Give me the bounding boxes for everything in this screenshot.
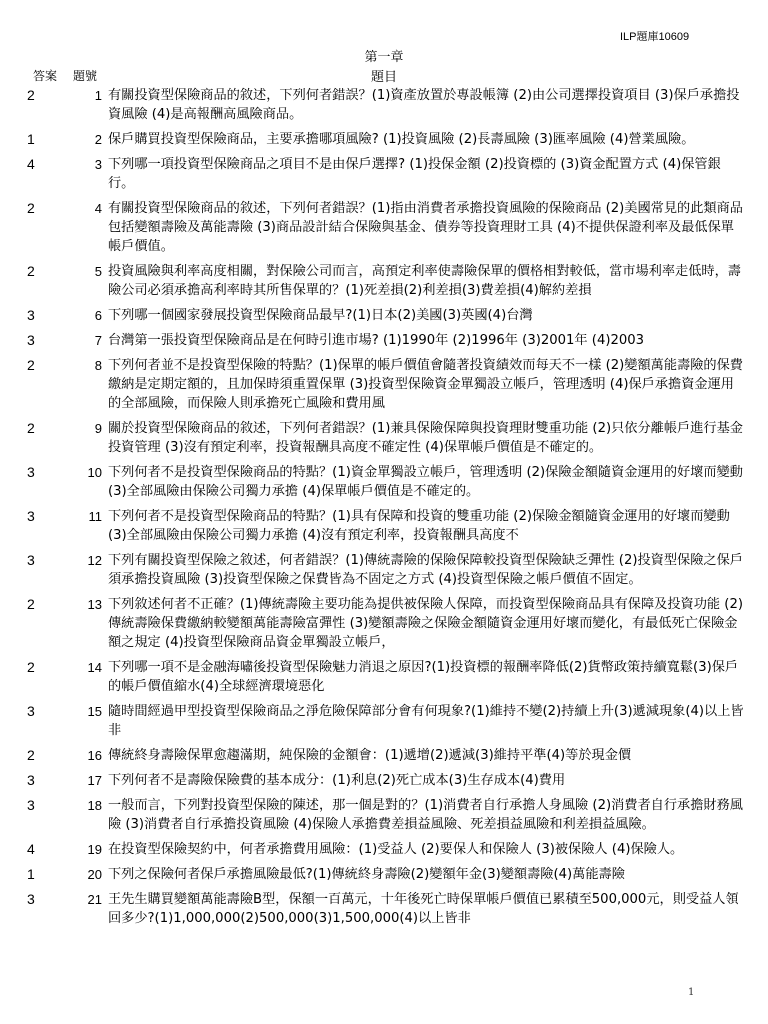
question-number: 17 bbox=[87, 773, 102, 788]
question-text: 投資風險與利率高度相關，對保險公司而言，高預定利率使壽險保單的價格相對較低，當市場利率走低時，壽險公司必須承擔高利率時其所售保單的？(1)死差損(2)利差損(3)費差損(4)解約差損 bbox=[108, 264, 741, 298]
answer-cell: 2 bbox=[27, 659, 35, 675]
question-number: 10 bbox=[87, 465, 102, 480]
question-number: 16 bbox=[87, 748, 102, 763]
answer-cell: 3 bbox=[27, 307, 35, 323]
question-number: 5 bbox=[94, 264, 102, 279]
question-number: 18 bbox=[87, 798, 102, 813]
question-number: 2 bbox=[94, 132, 102, 147]
answer-cell: 3 bbox=[27, 891, 35, 907]
question-row bbox=[0, 796, 768, 834]
answer-cell: 4 bbox=[27, 156, 35, 172]
question-number: 3 bbox=[94, 157, 102, 172]
question-text: 下列哪一項不是金融海嘯後投資型保險魅力消退之原因?(1)投資標的報酬率降低(2)貨幣政策持續寬鬆(3)保戶的帳戶價值縮水(4)全球經濟環境惡化 bbox=[108, 660, 739, 694]
question-text: 下列何者不是投資型保險商品的特點？(1)資金單獨設立帳戶，管理透明 (2)保險金額隨資金運用的好壞而變動 (3)全部風險由保險公司獨力承擔 (4)保單帳戶價值是不確定的。 bbox=[108, 465, 743, 499]
question-number: 12 bbox=[87, 553, 102, 568]
question-text: 在投資型保險契約中，何者承擔費用風險：(1)受益人 (2)要保人和保險人 (3)被保險人 (4)保險人。 bbox=[108, 842, 684, 857]
chapter-title: 第一章 bbox=[364, 50, 404, 65]
page-number: 1 bbox=[688, 987, 695, 998]
question-number: 13 bbox=[87, 597, 102, 612]
question-number: 15 bbox=[87, 704, 102, 719]
question-number: 9 bbox=[94, 421, 102, 436]
question-row bbox=[0, 840, 768, 859]
answer-cell: 3 bbox=[27, 464, 35, 480]
question-row bbox=[0, 130, 768, 149]
answer-cell: 3 bbox=[27, 772, 35, 788]
question-number: 21 bbox=[87, 892, 102, 907]
question-text: 王先生購買變額萬能壽險B型，保額一百萬元，十年後死亡時保單帳戶價值已累積至500,000元，則受益人領回多少?(1)1,000,000(2)500,000(3)1,500,000(4)以上皆非 bbox=[108, 892, 739, 926]
question-number: 11 bbox=[88, 509, 102, 524]
question-row bbox=[0, 771, 768, 790]
question-text: 台灣第一張投資型保險商品是在何時引進市場? (1)1990年 (2)1996年 (3)2001年 (4)2003 bbox=[108, 333, 645, 348]
answer-cell: 3 bbox=[27, 797, 35, 813]
answer-cell: 3 bbox=[27, 332, 35, 348]
question-row bbox=[0, 551, 768, 589]
column-header-number: 題號 bbox=[73, 69, 98, 83]
document-code: ILP題庫10609 bbox=[620, 31, 690, 43]
answer-cell: 2 bbox=[27, 87, 35, 103]
column-header-title: 題目 bbox=[370, 70, 397, 85]
question-row bbox=[0, 419, 768, 457]
question-row bbox=[0, 356, 768, 413]
answer-cell: 2 bbox=[27, 263, 35, 279]
answer-cell: 2 bbox=[27, 200, 35, 216]
question-row bbox=[0, 463, 768, 501]
question-row bbox=[0, 262, 768, 300]
question-text: 一般而言，下列對投資型保險的陳述，那一個是對的？(1)消費者自行承擔人身風險 (2)消費者自行承擔財務風險 (3)消費者自行承擔投資風險 (4)保險人承擔費差損益風險、死差損益風險和利差損益風險。 bbox=[108, 798, 743, 832]
question-list bbox=[0, 86, 768, 934]
question-text: 關於投資型保險商品的敘述，下列何者錯誤？(1)兼具保險保障與投資理財雙重功能 (2)只依分離帳戶進行基金投資管理 (3)沒有預定利率，投資報酬具高度不確定性 (4)保單帳戶價值是不確定的。 bbox=[108, 421, 743, 455]
question-row bbox=[0, 890, 768, 928]
answer-cell: 3 bbox=[27, 508, 35, 524]
question-row bbox=[0, 331, 768, 350]
answer-cell: 1 bbox=[27, 866, 35, 882]
question-text: 下列哪一項投資型保險商品之項目不是由保戶選擇? (1)投保金額 (2)投資標的 (3)資金配置方式 (4)保管銀行。 bbox=[108, 157, 721, 191]
question-number: 6 bbox=[94, 308, 102, 323]
column-header-answer: 答案 bbox=[33, 69, 58, 83]
question-text: 有關投資型保險商品的敘述，下列何者錯誤？(1)資產放置於專設帳簿 (2)由公司選擇投資項目 (3)保戶承擔投資風險 (4)是高報酬高風險商品。 bbox=[108, 88, 740, 122]
question-row bbox=[0, 199, 768, 256]
answer-cell: 2 bbox=[27, 596, 35, 612]
question-text: 下列何者不是投資型保險商品的特點？(1)具有保障和投資的雙重功能 (2)保險金額隨資金運用的好壞而變動 (3)全部風險由保險公司獨力承擔 (4)沒有預定利率，投資報酬具高度不 bbox=[108, 509, 730, 543]
question-row bbox=[0, 507, 768, 545]
question-text: 下列敘述何者不正確？(1)傳統壽險主要功能為提供被保險人保障，而投資型保險商品具有保障及投資功能 (2)傳統壽險保費繳納較變額萬能壽險富彈性 (3)變額壽險之保險金額隨資金運用好壞而變化，有最低死亡保險金額之規定 (4)投資型保險商品資金單獨設立帳戶， bbox=[108, 597, 743, 650]
question-row bbox=[0, 702, 768, 740]
question-row bbox=[0, 86, 768, 124]
question-row bbox=[0, 595, 768, 652]
question-row bbox=[0, 865, 768, 884]
question-text: 有關投資型保險商品的敘述，下列何者錯誤？(1)指由消費者承擔投資風險的保險商品 (2)美國常見的此類商品包括變額壽險及萬能壽險 (3)商品設計結合保險與基金、債券等投資理財工具 (4)不提供保證利率及最低保單帳戶價值。 bbox=[108, 201, 743, 254]
question-text: 隨時間經過甲型投資型保險商品之淨危險保障部分會有何現象?(1)維持不變(2)持續上升(3)遞減現象(4)以上皆非 bbox=[108, 704, 744, 738]
question-row bbox=[0, 658, 768, 696]
question-row bbox=[0, 155, 768, 193]
answer-cell: 2 bbox=[27, 420, 35, 436]
answer-cell: 2 bbox=[27, 357, 35, 373]
question-text: 下列之保險何者保戶承擔風險最低?(1)傳統終身壽險(2)變額年金(3)變額壽險(4)萬能壽險 bbox=[108, 867, 625, 882]
question-number: 4 bbox=[94, 201, 102, 216]
answer-cell: 3 bbox=[27, 552, 35, 568]
question-text: 下列哪一個國家發展投資型保險商品最早?(1)日本(2)美國(3)英國(4)台灣 bbox=[108, 308, 533, 323]
answer-cell: 3 bbox=[27, 703, 35, 719]
answer-cell: 2 bbox=[27, 747, 35, 763]
question-text: 傳統終身壽險保單愈趨滿期，純保險的金額會：(1)遞增(2)遞減(3)維持平準(4)等於現金價 bbox=[108, 748, 632, 763]
question-number: 20 bbox=[87, 867, 102, 882]
question-row bbox=[0, 306, 768, 325]
question-number: 8 bbox=[94, 358, 102, 373]
answer-cell: 1 bbox=[27, 131, 35, 147]
question-row bbox=[0, 746, 768, 765]
question-number: 1 bbox=[94, 88, 102, 103]
question-number: 14 bbox=[87, 660, 102, 675]
answer-cell: 4 bbox=[27, 841, 35, 857]
question-text: 下列何者不是壽險保險費的基本成分：(1)利息(2)死亡成本(3)生存成本(4)費用 bbox=[108, 773, 566, 788]
question-text: 下列何者並不是投資型保險的特點？(1)保單的帳戶價值會隨著投資績效而每天不一樣 (2)變額萬能壽險的保費繳納是定期定額的，且加保時須重置保單 (3)投資型保險資金單獨設立帳戶，管理透明 (4)保戶承擔資金運用的全部風險，而保險人則承擔死亡風險和費用風 bbox=[108, 358, 743, 411]
question-number: 7 bbox=[94, 333, 102, 348]
question-text: 保戶購買投資型保險商品，主要承擔哪項風險? (1)投資風險 (2)長壽風險 (3)匯率風險 (4)營業風險。 bbox=[108, 132, 695, 147]
question-text: 下列有關投資型保險之敘述，何者錯誤？(1)傳統壽險的保險保障較投資型保險缺乏彈性 (2)投資型保險之保戶須承擔投資風險 (3)投資型保險之保費皆為不固定之方式 (4)投資型保險之帳戶價值不固定。 bbox=[108, 553, 743, 587]
question-number: 19 bbox=[87, 842, 102, 857]
